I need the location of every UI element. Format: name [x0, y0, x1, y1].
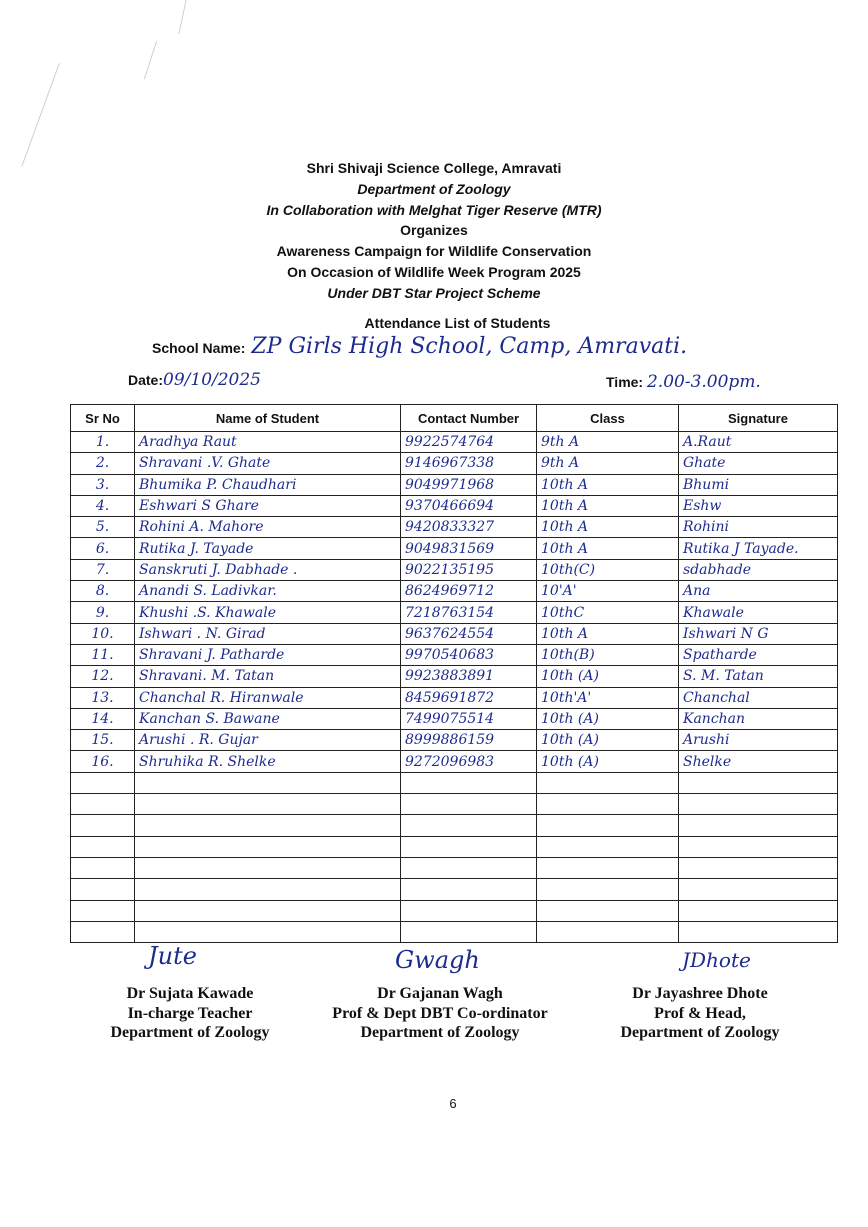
table-row [71, 602, 838, 623]
college-name: Shri Shivaji Science College, Amravati [306, 160, 562, 176]
signature-scribble: JDhote [682, 948, 751, 972]
signatory-block [570, 984, 830, 1043]
cell-signature: Rutika J Tayade. [679, 538, 838, 559]
table-body [71, 432, 838, 943]
cell-sr: 16. [71, 751, 135, 772]
cell-contact: 9923883891 [401, 666, 537, 687]
cell-name: Rutika J. Tayade [135, 538, 401, 559]
table-row [71, 495, 838, 516]
cell-signature: Spatharde [679, 644, 838, 665]
table-row [71, 517, 838, 538]
table-row [71, 474, 838, 495]
empty-cell [537, 857, 679, 878]
cell-sr: 8. [71, 581, 135, 602]
table-row [71, 708, 838, 729]
cell-contact: 9022135195 [401, 559, 537, 580]
date-value: 09/10/2025 [163, 370, 261, 390]
cell-contact: 9637624554 [401, 623, 537, 644]
empty-cell [537, 772, 679, 793]
cell-sr: 12. [71, 666, 135, 687]
cell-class: 10th'A' [537, 687, 679, 708]
cell-signature: Ghate [679, 453, 838, 474]
column-header: Sr No [71, 405, 135, 432]
cell-name: Shravani .V. Ghate [135, 453, 401, 474]
cell-class: 10thC [537, 602, 679, 623]
cell-contact: 9922574764 [401, 432, 537, 453]
cell-sr: 11. [71, 644, 135, 665]
empty-cell [401, 900, 537, 921]
cell-class: 10th(C) [537, 559, 679, 580]
empty-cell [679, 772, 838, 793]
cell-name: Shravani J. Patharde [135, 644, 401, 665]
cell-contact: 7218763154 [401, 602, 537, 623]
empty-cell [537, 815, 679, 836]
empty-cell [401, 772, 537, 793]
cell-contact: 8624969712 [401, 581, 537, 602]
empty-cell [679, 857, 838, 878]
cell-name: Anandi S. Ladivkar. [135, 581, 401, 602]
table-row [71, 644, 838, 665]
department-name: Department of Zoology [357, 180, 511, 197]
scheme-line: Under DBT Star Project Scheme [327, 284, 541, 301]
empty-cell [401, 879, 537, 900]
school-name-row [152, 334, 687, 359]
empty-cell [679, 836, 838, 857]
column-header: Class [537, 405, 679, 432]
empty-cell [71, 879, 135, 900]
organizes-line: Organizes [400, 222, 468, 239]
signatory-name: Dr Gajanan Wagh [377, 985, 503, 1002]
empty-cell [135, 772, 401, 793]
cell-signature: Eshw [679, 495, 838, 516]
cell-contact: 9272096983 [401, 751, 537, 772]
table-row [71, 666, 838, 687]
empty-cell [401, 857, 537, 878]
cell-name: Rohini A. Mahore [135, 517, 401, 538]
cell-sr: 15. [71, 730, 135, 751]
occasion-line: On Occasion of Wildlife Week Program 2025 [287, 263, 581, 280]
table-row [71, 432, 838, 453]
cell-contact: 9049971968 [401, 474, 537, 495]
signatory-role: Prof & Head, [654, 1004, 746, 1022]
empty-cell [537, 794, 679, 815]
cell-name: Sanskruti J. Dabhade . [135, 559, 401, 580]
empty-table-row [71, 815, 838, 836]
attendance-title: Attendance List of Students [364, 315, 551, 331]
empty-cell [401, 815, 537, 836]
cell-sr: 10. [71, 623, 135, 644]
table-row [71, 730, 838, 751]
empty-cell [537, 879, 679, 900]
table-row [71, 453, 838, 474]
cell-sr: 3. [71, 474, 135, 495]
empty-cell [71, 857, 135, 878]
signatory-name: Dr Sujata Kawade [126, 985, 254, 1002]
empty-cell [537, 900, 679, 921]
empty-table-row [71, 836, 838, 857]
empty-cell [401, 794, 537, 815]
cell-class: 10th(B) [537, 644, 679, 665]
empty-cell [71, 836, 135, 857]
empty-table-row [71, 879, 838, 900]
cell-signature: sdabhade [679, 559, 838, 580]
cell-class: 10th A [537, 495, 679, 516]
cell-signature: Shelke [679, 751, 838, 772]
cell-contact: 9420833327 [401, 517, 537, 538]
cell-sr: 1. [71, 432, 135, 453]
cell-class: 10th A [537, 538, 679, 559]
table-row [71, 751, 838, 772]
cell-signature: Ana [679, 581, 838, 602]
cell-class: 10th A [537, 474, 679, 495]
cell-signature: A.Raut [679, 432, 838, 453]
empty-table-row [71, 772, 838, 793]
cell-name: Shruhika R. Shelke [135, 751, 401, 772]
scan-mark [21, 63, 60, 167]
signature-scribble: Gwagh [395, 946, 480, 974]
cell-contact: 8999886159 [401, 730, 537, 751]
page-number: 6 [449, 1096, 457, 1111]
table-row [71, 623, 838, 644]
signatory-role: In-charge Teacher [127, 1004, 253, 1022]
empty-cell [135, 879, 401, 900]
cell-name: Eshwari S Ghare [135, 495, 401, 516]
cell-name: Chanchal R. Hiranwale [135, 687, 401, 708]
empty-cell [135, 794, 401, 815]
cell-class: 10th (A) [537, 751, 679, 772]
cell-class: 10th (A) [537, 666, 679, 687]
cell-sr: 7. [71, 559, 135, 580]
cell-sr: 13. [71, 687, 135, 708]
collaboration-line: In Collaboration with Melghat Tiger Reserve (MTR) [266, 201, 602, 218]
signature-scribble: Jute [148, 942, 197, 970]
cell-class: 10th (A) [537, 708, 679, 729]
cell-contact: 9370466694 [401, 495, 537, 516]
cell-contact: 7499075514 [401, 708, 537, 729]
empty-cell [71, 772, 135, 793]
cell-sr: 4. [71, 495, 135, 516]
cell-sr: 9. [71, 602, 135, 623]
cell-signature: S. M. Tatan [679, 666, 838, 687]
cell-class: 10th A [537, 517, 679, 538]
cell-name: Aradhya Raut [135, 432, 401, 453]
cell-contact: 9146967338 [401, 453, 537, 474]
cell-class: 10th (A) [537, 730, 679, 751]
document-header [0, 158, 868, 304]
scan-mark [144, 41, 157, 79]
attendance-table [70, 404, 838, 943]
cell-sr: 6. [71, 538, 135, 559]
cell-name: Ishwari . N. Girad [135, 623, 401, 644]
school-label: School Name: [152, 340, 246, 356]
cell-contact: 9049831569 [401, 538, 537, 559]
empty-cell [135, 900, 401, 921]
cell-class: 10th A [537, 623, 679, 644]
empty-table-row [71, 857, 838, 878]
empty-cell [679, 815, 838, 836]
column-header: Contact Number [401, 405, 537, 432]
empty-cell [135, 857, 401, 878]
column-header: Name of Student [135, 405, 401, 432]
cell-sr: 14. [71, 708, 135, 729]
signatory-dept: Department of Zoology [110, 1024, 270, 1041]
empty-cell [679, 794, 838, 815]
signatory-role: Prof & Dept DBT Co-ordinator [332, 1004, 548, 1022]
empty-cell [537, 836, 679, 857]
cell-sr: 2. [71, 453, 135, 474]
empty-cell [135, 836, 401, 857]
empty-cell [71, 815, 135, 836]
cell-class: 9th A [537, 432, 679, 453]
empty-cell [679, 900, 838, 921]
table-row [71, 581, 838, 602]
cell-sr: 5. [71, 517, 135, 538]
table-row [71, 687, 838, 708]
cell-signature: Chanchal [679, 687, 838, 708]
time-label: Time: [606, 374, 644, 390]
cell-signature: Kanchan [679, 708, 838, 729]
signatory-block [310, 984, 570, 1043]
time-value: 2.00-3.00pm. [646, 372, 761, 392]
cell-contact: 8459691872 [401, 687, 537, 708]
table-row [71, 538, 838, 559]
cell-class: 10'A' [537, 581, 679, 602]
cell-name: Shravani. M. Tatan [135, 666, 401, 687]
school-value: ZP Girls High School, Camp, Amravati. [251, 334, 688, 359]
empty-cell [71, 794, 135, 815]
cell-name: Kanchan S. Bawane [135, 708, 401, 729]
column-header: Signature [679, 405, 838, 432]
empty-table-row [71, 900, 838, 921]
cell-name: Arushi . R. Gujar [135, 730, 401, 751]
signatory-dept: Department of Zoology [360, 1024, 520, 1041]
cell-name: Khushi .S. Khawale [135, 602, 401, 623]
time-row [606, 372, 761, 392]
cell-signature: Ishwari N G [679, 623, 838, 644]
scan-mark [178, 0, 186, 33]
cell-signature: Arushi [679, 730, 838, 751]
empty-cell [401, 836, 537, 857]
cell-signature: Khawale [679, 602, 838, 623]
table-header-row [71, 405, 838, 432]
table-row [71, 559, 838, 580]
date-label: Date: [128, 372, 164, 388]
empty-cell [679, 879, 838, 900]
cell-signature: Rohini [679, 517, 838, 538]
empty-table-row [71, 794, 838, 815]
date-row [128, 370, 261, 390]
signatory-dept: Department of Zoology [620, 1024, 780, 1041]
empty-cell [71, 900, 135, 921]
cell-signature: Bhumi [679, 474, 838, 495]
cell-class: 9th A [537, 453, 679, 474]
empty-cell [135, 815, 401, 836]
cell-name: Bhumika P. Chaudhari [135, 474, 401, 495]
cell-contact: 9970540683 [401, 644, 537, 665]
signatory-name: Dr Jayashree Dhote [632, 985, 768, 1002]
campaign-title: Awareness Campaign for Wildlife Conservation [276, 243, 592, 260]
signatory-block [60, 984, 320, 1043]
